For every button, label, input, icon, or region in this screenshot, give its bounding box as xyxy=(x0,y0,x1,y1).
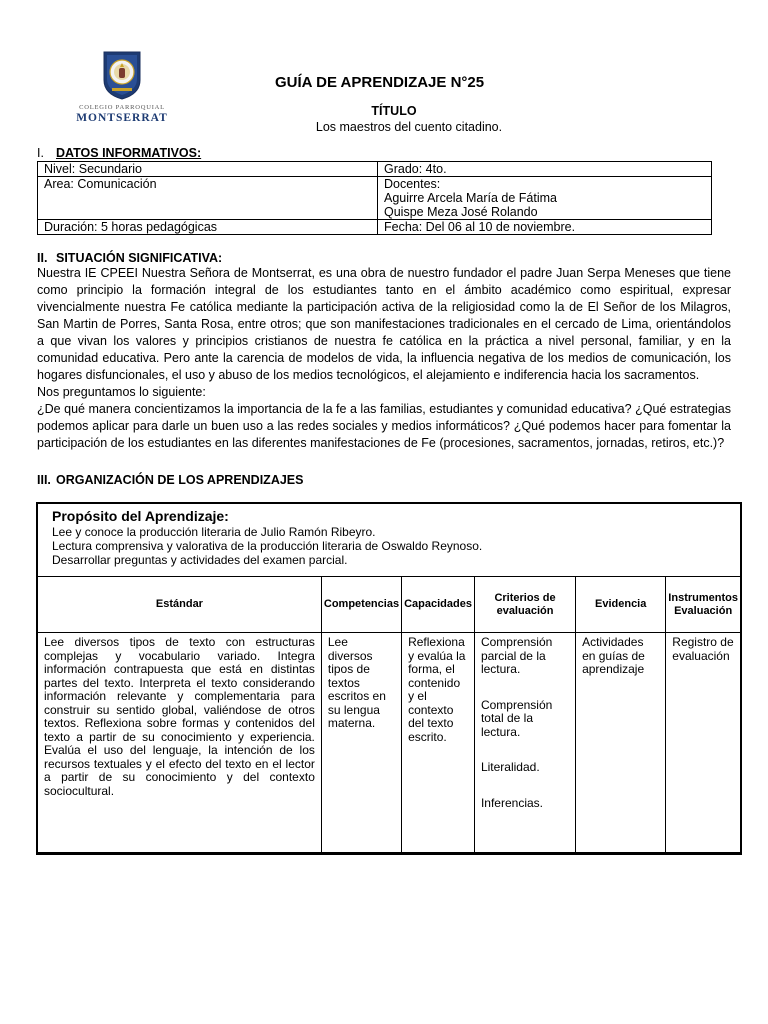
purpose-line: Lectura comprensiva y valorativa de la producción literaria de Oswaldo Reynoso. xyxy=(52,539,483,553)
criteria-item: Inferencias. xyxy=(480,795,543,810)
school-crest-icon xyxy=(102,50,142,100)
section-title: ORGANIZACIÓN DE LOS APRENDIZAJES xyxy=(56,473,304,487)
learning-purpose xyxy=(38,504,740,576)
situation-paragraph: Nuestra IE CPEEI Nuestra Señora de Montserrat, es una obra de nuestro fundador el padre Juan Serpa Meneses que tiene como principio la formación integral de los estudiantes tanto en el ámbito académico como espiritual, expresar vivencialmente nuestra Fe católica mediante la participación activa de la religiosidad como la de El Señor de los Milagros, San Martin de Porres, Santa Rosa, entre otros; que son manifestaciones tradicionales en el cercado de Lima, orientándolos a que vivan los valores y principios cristianos de nuestra fe católica en la práctica a nivel personal, familiar, y en la comunidad educativa. Pero ante la carencia de modelos de vida, la influencia negativa de los medios de comunicación, los hogares disfuncionales, el uso y abuso de los medios tecnológicos, el alejamiento e indiferencia hacia los sacramentos. xyxy=(37,266,731,382)
section-situation-heading xyxy=(37,251,222,265)
table-row xyxy=(38,177,712,220)
teacher-name: Quispe Meza José Rolando xyxy=(384,205,538,219)
situation-paragraph: Nos preguntamos lo siguiente: xyxy=(37,385,206,399)
guide-title: GUÍA DE APRENDIZAJE N°25 xyxy=(275,74,485,91)
section-title: SITUACIÓN SIGNIFICATIVA: xyxy=(56,251,223,265)
teachers-label: Docentes: xyxy=(384,177,441,191)
area-cell: Area: Comunicación xyxy=(38,177,378,220)
purpose-line: Desarrollar preguntas y actividades del examen parcial. xyxy=(52,553,348,567)
criteria-item: Comprensión parcial de la lectura. xyxy=(480,635,553,676)
column-header-criteria: Criterios de evaluación xyxy=(474,577,575,633)
purpose-line: Lee y conoce la producción literaria de Julio Ramón Ribeyro. xyxy=(52,525,376,539)
level-cell: Nivel: Secundario xyxy=(38,162,378,177)
column-header-evidence: Evidencia xyxy=(576,577,666,633)
column-header-standard: Estándar xyxy=(38,577,321,633)
logo-school-name: MONTSERRAT xyxy=(76,112,168,124)
table-row xyxy=(38,633,740,853)
learning-table xyxy=(38,576,740,853)
competence-cell: Lee diversos tipos de textos escritos en su lengua materna. xyxy=(321,633,401,853)
purpose-title: Propósito del Aprendizaje: xyxy=(52,508,229,524)
section-number: III. xyxy=(37,473,51,487)
evidence-cell: Actividades en guías de aprendizaje xyxy=(576,633,666,853)
section-informative-heading xyxy=(37,146,201,160)
informative-table xyxy=(37,161,712,235)
teacher-name: Aguirre Arcela María de Fátima xyxy=(384,191,557,205)
table-header-row xyxy=(38,577,740,633)
situation-questions: ¿De qué manera concientizamos la importancia de la fe a las familias, estudiantes y comunidad educativa? ¿Qué estrategias podemos aplicar para darle un buen uso a las redes sociales y medios informáticos? ¿Qué podemos hacer para fomentar la participación de los estudiantes en las diferentes manifestaciones de Fe (procesiones, sacramentos, jornadas, retiros, etc.)? xyxy=(37,402,731,450)
section-number: II. xyxy=(37,251,48,265)
section-organization-heading xyxy=(37,473,303,487)
duration-cell: Duración: 5 horas pedagógicas xyxy=(38,220,378,235)
title-value: Los maestros del cuento citadino. xyxy=(315,120,503,134)
column-header-capacities: Capacidades xyxy=(402,577,475,633)
date-cell: Fecha: Del 06 al 10 de noviembre. xyxy=(378,220,712,235)
capacity-cell: Reflexiona y evalúa la forma, el contenido y el contexto del texto escrito. xyxy=(402,633,475,853)
column-header-instruments: Instrumentos Evaluación xyxy=(666,577,740,633)
title-label: TÍTULO xyxy=(371,104,417,118)
column-header-competences: Competencias xyxy=(321,577,401,633)
criteria-item: Comprensión total de la lectura. xyxy=(480,697,553,739)
table-row xyxy=(38,162,712,177)
section-title: DATOS INFORMATIVOS: xyxy=(56,146,202,160)
standard-cell: Lee diversos tipos de texto con estructuras complejas y vocabulario variado. Integra información contrapuesta que está en distintas partes del texto. Interpreta el texto considerando información relevante y complementaria para construir su sentido global, valiéndose de otros textos. Reflexiona sobre formas y contenidos del texto a partir de su conocimiento y experiencia. Evalúa el uso del lenguaje, la intención de los recursos textuales y el efecto del texto en el lector a partir de su conocimiento y del contexto sociocultural. xyxy=(38,633,321,853)
instrument-cell: Registro de evaluación xyxy=(666,633,740,853)
learning-organization-box xyxy=(36,502,742,855)
table-row xyxy=(38,220,712,235)
logo-school-line: COLEGIO PARROQUIAL xyxy=(79,104,165,111)
teachers-cell xyxy=(378,177,712,220)
section-number: I. xyxy=(37,146,44,160)
criteria-cell xyxy=(474,633,575,853)
situation-text xyxy=(37,265,731,452)
grade-cell: Grado: 4to. xyxy=(378,162,712,177)
criteria-item: Literalidad. xyxy=(480,760,540,774)
